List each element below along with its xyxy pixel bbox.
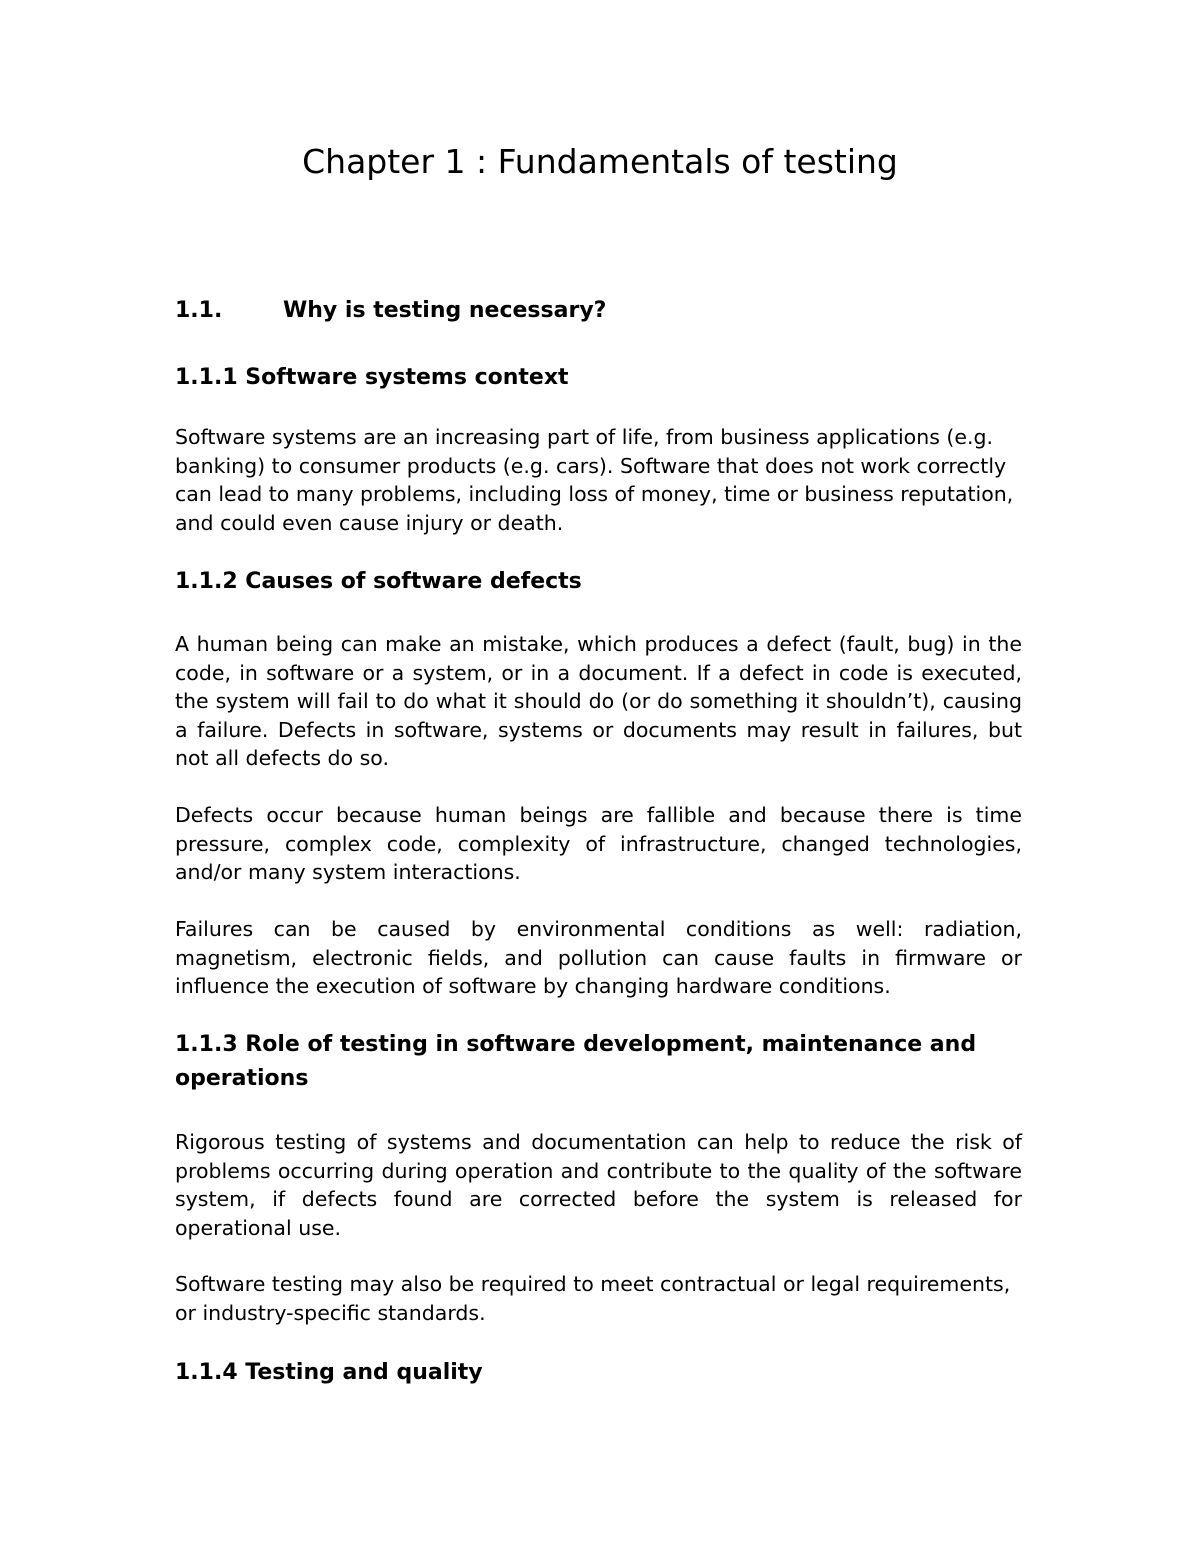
chapter-title: Chapter 1 : Fundamentals of testing [302, 142, 898, 181]
subsection-heading-1-1-1: 1.1.1 Software systems context [175, 365, 569, 390]
paragraph-causes-defects-1: A human being can make an mistake, which produces a defect (fault, bug) in the code, in software or a system, or in a document. If a defect in code is executed, the system will fail to do what it should do (or do something it shouldn’t), causing a failure. Defects in software, systems or documents may result in failures, but not all defects do so. [175, 632, 1022, 771]
paragraph-causes-defects-3: Failures can be caused by environmental conditions as well: radiation, magnetism, electronic fields, and pollution can cause faults in firmware or influence the execution of software by changing hardware conditions. [175, 917, 1022, 999]
paragraph-role-of-testing-2: Software testing may also be required to meet contractual or legal requirements, or industry-specific standards. [175, 1272, 1011, 1325]
subsection-heading-1-1-2: 1.1.2 Causes of software defects [175, 569, 582, 594]
section-title: Why is testing necessary? [283, 298, 607, 323]
subsection-heading-1-1-4: 1.1.4 Testing and quality [175, 1360, 483, 1385]
paragraph-software-systems-context: Software systems are an increasing part of life, from business applications (e.g. banking) to consumer products (e.g. cars). Software that does not work correctly can lead to many problems, including loss of money, time or business reputation, and could even cause injury or death. [175, 425, 1014, 535]
section-heading [175, 298, 1025, 323]
paragraph-causes-defects-2: Defects occur because human beings are fallible and because there is time pressure, complex code, complexity of infrastructure, changed technologies, and/or many system interactions. [175, 803, 1022, 885]
subsection-heading-1-1-3: 1.1.3 Role of testing in software development, maintenance and operations [175, 1032, 977, 1091]
paragraph-role-of-testing-1: Rigorous testing of systems and documentation can help to reduce the risk of problems occurring during operation and contribute to the quality of the software system, if defects found are corrected before the system is released for operational use. [175, 1130, 1022, 1240]
section-number: 1.1. [175, 298, 223, 323]
